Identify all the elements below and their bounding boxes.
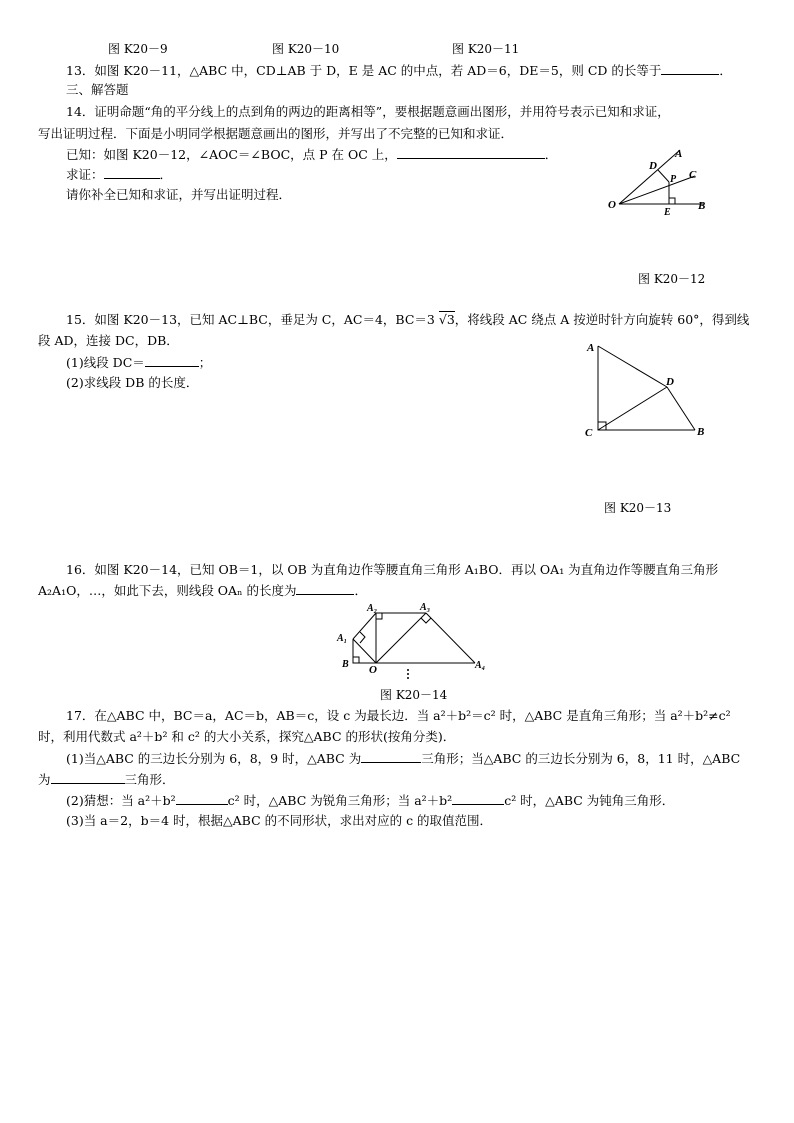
q14-prove: 求证： ． [66,167,173,182]
q15-part2: (2)求线段 DB 的长度． [66,375,199,390]
segment-dc [598,387,667,430]
q16-answer-blank[interactable] [296,582,354,595]
q14-known: 已知：如图 K20－12，∠AOC＝∠BOC，点 P 在 OC 上， ． [66,147,558,162]
figure-k20-14 [334,600,494,682]
q14-line2: 写出证明过程．下面是小明同学根据题意画出的图形，并写出了不完整的已知和求证． [38,126,514,141]
q14-instruction: 请你补全已知和求证，并写出证明过程． [66,187,292,202]
q17-compare-blank-1[interactable] [176,792,228,805]
q13-text: 13．如图 K20－11，△ABC 中，CD⊥AB 于 D，E 是 AC 的中点，若 AD＝6，DE＝5，则 CD 的长等于 [66,63,662,78]
q15-dc-blank[interactable] [145,354,199,367]
segment-a1a2 [353,613,376,639]
label-p: P [670,174,677,185]
ellipsis-dots [407,669,409,679]
q15-part1: (1)线段 DC＝ ； [66,355,212,370]
right-angle-mark-a1 [360,632,365,643]
segment-db [667,387,695,430]
q17-part3: (3)当 a＝2，b＝4 时，根据△ABC 的不同形状，求出对应的 c 的取值范围． [66,813,493,828]
question-13 [66,62,732,79]
section-heading: 三、解答题 [66,82,129,97]
figure-caption-k20-9: 图 K20－9 [108,42,168,56]
label-b: B [697,426,705,438]
label-o: O [369,664,377,676]
q17-triangle-type-blank-2[interactable] [51,771,125,784]
q17-part1-cont: 为 三角形． [38,772,175,787]
q17-triangle-type-blank-1[interactable] [361,750,421,763]
label-a4: A₄ [475,660,486,671]
label-a1: A₁ [337,633,348,644]
label-a: A [587,342,595,354]
label-b: B [698,200,706,212]
ray-oc [619,176,695,204]
right-angle-mark-a3 [421,618,431,623]
q17-part1: (1)当△ABC 的三边长分别为 6，8，9 时，△ABC 为 三角形；当△ABC 的三边长分别为 6，8，11 时，△ABC [66,751,741,766]
perpendicular-pd [658,170,669,182]
q14-prove-blank[interactable] [104,166,160,179]
q17-line2: 时，利用代数式 a²＋b² 和 c² 的大小关系，探究△ABC 的形状(按角分类)． [38,729,456,744]
right-angle-mark-b [353,657,359,663]
segment-a1o [353,639,376,663]
q15-text-b: ，将线段 AC 绕点 A 按逆时针方向旋转 60°，得到线 [454,312,750,327]
q17-line1: 17．在△ABC 中，BC＝a，AC＝b，AB＝c，设 c 为最长边．当 a²＋b²＝c² 时，△ABC 是直角三角形；当 a²＋b²≠c² [66,708,731,723]
q17-compare-blank-2[interactable] [452,792,504,805]
label-c: C [585,427,593,439]
segment-a3a4 [426,613,475,663]
segment-ad [598,346,667,387]
figure-caption-k20-13: 图 K20－13 [604,501,672,515]
label-d: D [649,160,657,172]
segment-a3o [376,613,426,663]
label-a3: A₃ [420,602,431,613]
q17-part2: (2)猜想：当 a²＋b² c² 时，△ABC 为锐角三角形；当 a²＋b² c² 时，△ABC 为钝角三角形． [66,793,675,808]
figure-k20-12 [600,142,720,222]
q14-line1: 14．证明命题“角的平分线上的点到角的两边的距离相等”，要根据题意画出图形，并用符号表示已知和求证， [66,104,670,119]
label-e: E [664,207,671,218]
label-a: A [675,148,683,160]
q16-line2: A₂A₁O，…，如此下去，则线段 OAₙ 的长度为 ． [38,583,367,598]
sqrt-symbol: √3 [438,312,455,327]
label-d: D [666,376,674,388]
figure-caption-k20-11: 图 K20－11 [452,42,520,56]
q14-known-blank[interactable] [397,146,545,159]
label-b: B [342,659,349,670]
label-o: O [608,199,616,211]
label-a2: A₂ [367,603,378,614]
figure-caption-k20-10: 图 K20－10 [272,42,340,56]
q16-line1: 16．如图 K20－14，已知 OB＝1，以 OB 为直角边作等腰直角三角形 A₁BO．再以 OA₁ 为直角边作等腰直角三角形 [66,562,719,577]
q15-text-a: 15．如图 K20－13，已知 AC⊥BC，垂足为 C，AC＝4，BC＝3 [66,312,435,327]
right-angle-mark-e [669,198,675,204]
q13-answer-blank[interactable] [661,62,719,75]
q14-known-text: 已知：如图 K20－12，∠AOC＝∠BOC，点 P 在 OC 上， [66,147,397,162]
q14-prove-text: 求证： [66,167,104,182]
figure-k20-13 [582,338,712,442]
figure-caption-k20-12: 图 K20－12 [638,272,706,286]
q15-line1 [66,312,749,328]
figure-caption-k20-14: 图 K20－14 [380,688,448,702]
label-c: C [689,169,697,181]
q13-text-end: ． [719,63,732,78]
q15-line2: 段 AD，连接 DC，DB． [38,333,179,348]
